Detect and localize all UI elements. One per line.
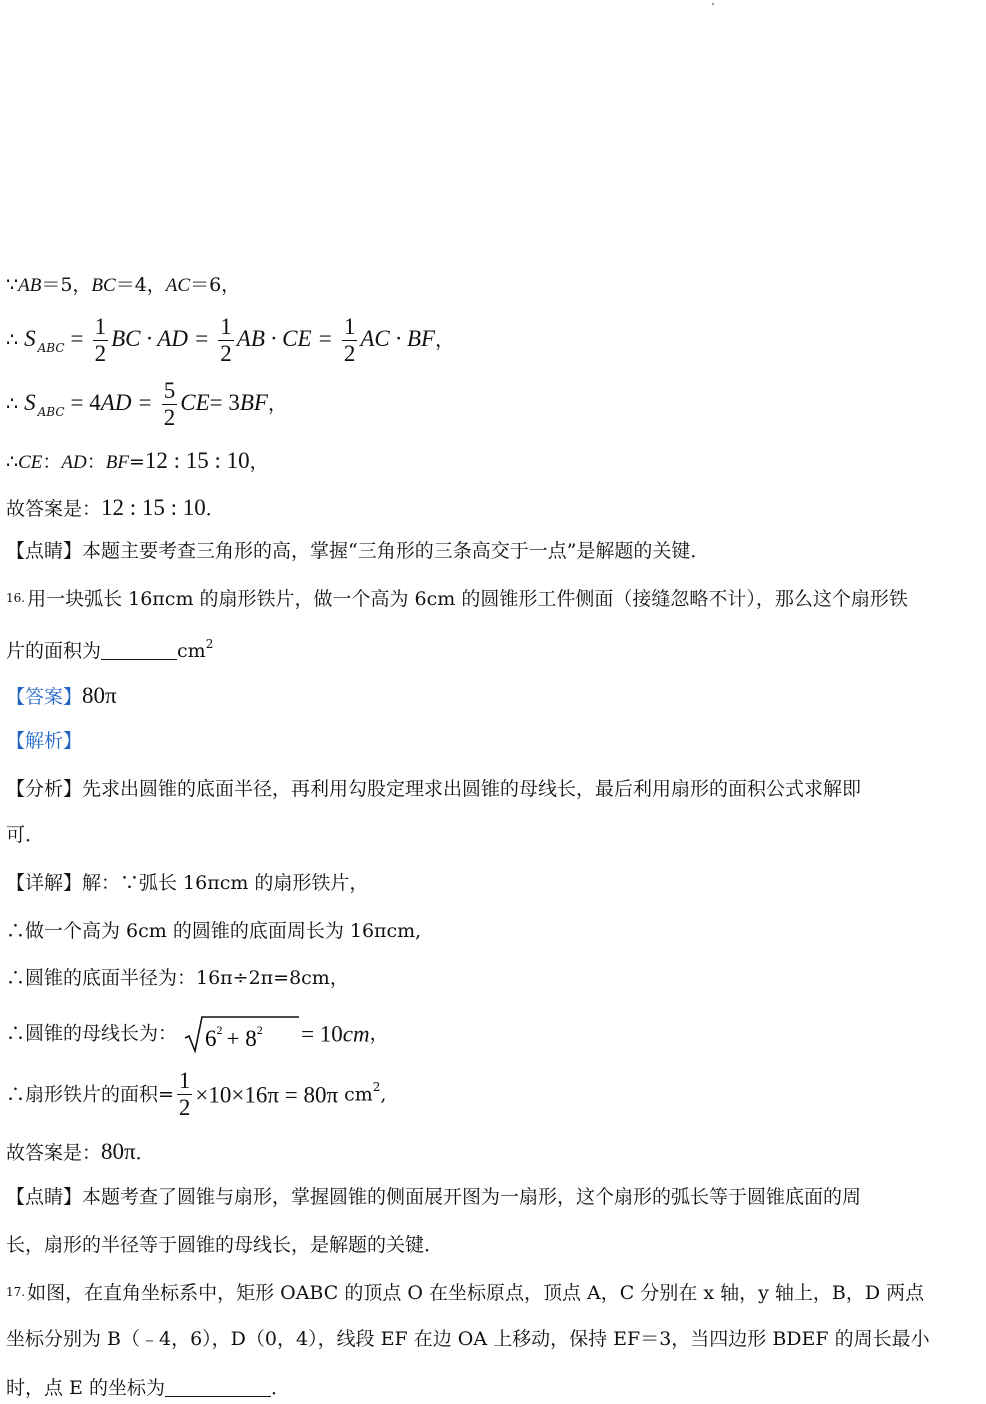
answer-15: 故答案是：12 : 15 : 10．: [6, 495, 225, 520]
step-1: ∵AB＝5，BC＝4，AC＝6，: [6, 274, 241, 296]
fraction-half: $\frac{1}{2}$: [94, 314, 107, 367]
answer-blank[interactable]: [165, 1378, 271, 1397]
detail-16-line-2: ∴做一个高为 6cm 的圆锥的底面周长为 16πcm,: [6, 920, 422, 942]
answer-16: 【答案】80π: [6, 683, 117, 708]
question-16-line-1: 16. 用一块弧长 16πcm 的扇形铁片，做一个高为 6cm 的圆锥形工件侧面（接缝忽略不计），那么这个扇形铁: [6, 588, 908, 610]
detail-16-line-1: 【详解】解：∵弧长 16πcm 的扇形铁片，: [6, 872, 369, 894]
analysis-16-line-2: 可．: [6, 824, 45, 846]
analysis-16-line-1: 【分析】先求出圆锥的底面半径，再利用勾股定理求出圆锥的母线长，最后利用扇形的面积公式求解即: [6, 778, 862, 800]
question-17-line-3: 时，点 E 的坐标为 ．: [6, 1377, 290, 1399]
svg-text:62+ 82: $6^2 + 8^2$: [205, 1023, 263, 1051]
comment-15: 【点睛】本题主要考查三角形的高，掌握“三角形的三条高交于一点”是解题的关键．: [6, 540, 710, 562]
question-number: 16.: [6, 591, 26, 605]
question-number: 17.: [6, 1285, 26, 1299]
step-3-area-equation: ∴ S $_{ABC}$ = 4AD = $\frac{5}{2}$ CE= 3BF，: [6, 378, 287, 431]
fraction-half: $\frac{1}{2}$: [343, 314, 356, 367]
comment-16-line-2: 长，扇形的半径等于圆锥的母线长，是解题的关键．: [6, 1234, 444, 1256]
fraction-half: $\frac{1}{2}$: [220, 314, 232, 367]
comment-16-line-1: 【点睛】本题考查了圆锥与扇形，掌握圆锥的侧面展开图为一扇形，这个扇形的弧长等于圆锥底面的周: [6, 1186, 862, 1208]
sqrt-sign-icon: [183, 1014, 301, 1054]
detail-16-slant-height: ∴圆锥的母线长为： $6^2 + 8^2$ = 10cm，: [6, 1014, 389, 1054]
analysis-label: 【解析】: [6, 730, 83, 752]
question-17-line-1: 17. 如图，在直角坐标系中，矩形 OABC 的顶点 O 在坐标原点，顶点 A，C 分别在 x 轴，y 轴上，B，D 两点: [6, 1282, 925, 1304]
question-16-line-2: 片的面积为 $cm^2$: [6, 637, 214, 662]
step-4-ratio: ∴CE：AD：BF=12 : 15 : 10，: [6, 448, 269, 473]
segment-bc: BC: [91, 275, 116, 296]
segment-ab: AB: [18, 275, 42, 296]
fraction-half: $\frac{1}{2}$: [178, 1068, 191, 1121]
segment-ac: AC: [165, 275, 191, 296]
answer-label: 【答案】: [6, 686, 83, 708]
step-2-area-equation: ∴ S $_{ABC}$ = $\frac{1}{2}$ BC · AD = $\frac{1}{2}$ AB · CE = $\frac{1}{2}$ AC · BF，: [6, 314, 455, 367]
detail-16-area: ∴扇形铁片的面积= $\frac{1}{2}$ ×10×16π = 80π $cm^2$,: [6, 1068, 387, 1121]
scan-speck: [712, 3, 714, 5]
answer-blank[interactable]: [101, 641, 177, 660]
answer-16-conclusion: 故答案是：80π．: [6, 1139, 155, 1164]
fraction-five-halves: $\frac{5}{2}$: [163, 378, 176, 431]
detail-16-line-3: ∴圆锥的底面半径为：16π÷2π=8cm，: [6, 967, 349, 989]
question-17-line-2: 坐标分别为 B（﹣4，6），D（0，4），线段 EF 在边 OA 上移动，保持 EF＝3，当四边形 BDEF 的周长最小: [6, 1328, 930, 1350]
square-root: [183, 1014, 301, 1054]
